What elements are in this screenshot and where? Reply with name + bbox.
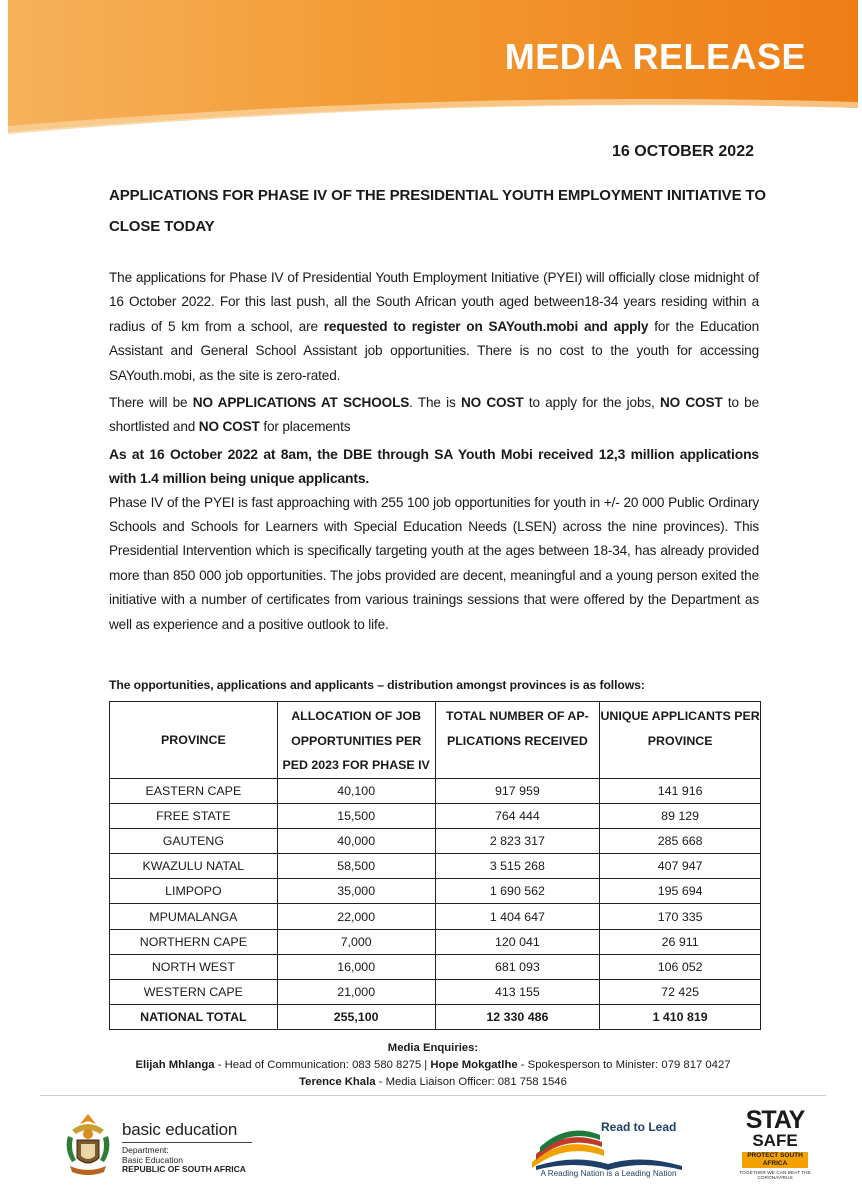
department-republic: REPUBLIC OF SOUTH AFRICA <box>122 1164 246 1174</box>
cell-allocation: 7,000 <box>277 929 435 954</box>
cell-applications: 1 404 647 <box>435 904 600 929</box>
paragraph-1: The applications for Phase IV of Presidential Youth Employment Initiative (PYEI) will officially close midnight of 16 October 2022. For this last push, all the South African youth aged between18-34 years residing within a radius of 5 km from a school, are requested to register on SAYouth.mobi and apply for the Education Assistant and General School Assistant job opportunities. There is no cost to the youth for accessing SAYouth.mobi, as the site is zero-rated. <box>109 270 760 383</box>
cell-unique: 407 947 <box>600 854 761 879</box>
read-to-lead-logo <box>526 1114 691 1186</box>
cell-unique: 170 335 <box>600 904 761 929</box>
cell-allocation: 40,000 <box>277 828 435 853</box>
header-allocation: ALLOCATION OF JOB OPPORTUNITIES PER PED 2023 FOR PHASE IV <box>277 702 435 779</box>
cell-allocation: 21,000 <box>277 980 435 1005</box>
total-cell-allocation: 255,100 <box>277 1005 435 1030</box>
header-unique: UNIQUE APPLICANTS PER PROVINCE <box>600 702 761 779</box>
cell-province: GAUTENG <box>110 828 278 853</box>
cell-province: MPUMALANGA <box>110 904 278 929</box>
cell-allocation: 35,000 <box>277 879 435 904</box>
cell-province: WESTERN CAPE <box>110 980 278 1005</box>
total-cell-applications: 12 330 486 <box>435 1005 600 1030</box>
table-row <box>110 879 761 904</box>
cell-allocation: 15,500 <box>277 803 435 828</box>
footer-divider <box>40 1095 826 1096</box>
cell-unique: 195 694 <box>600 879 761 904</box>
cell-province: LIMPOPO <box>110 879 278 904</box>
department-label: Department: <box>122 1145 169 1155</box>
cell-unique: 141 916 <box>600 778 761 803</box>
table-row <box>110 854 761 879</box>
table-row <box>110 778 761 803</box>
cell-applications: 681 093 <box>435 954 600 979</box>
cell-allocation: 58,500 <box>277 854 435 879</box>
enquiries-line-1: Elijah Mhlanga - Head of Communication: 083 580 8275 | Hope Mokgatlhe - Spokesperson to Minister: 079 817 0427 <box>135 1059 731 1071</box>
header-applications: TOTAL NUMBER OF AP-PLICATIONS RECEIVED <box>435 702 600 779</box>
table-row <box>110 954 761 979</box>
footer <box>8 1100 858 1200</box>
total-cell-unique: 1 410 819 <box>600 1005 761 1030</box>
headline-line-2: CLOSE TODAY <box>109 218 215 235</box>
department-basic-education: Basic Education <box>122 1154 183 1165</box>
cell-unique: 26 911 <box>600 929 761 954</box>
cell-province: KWAZULU NATAL <box>110 854 278 879</box>
cell-allocation: 40,100 <box>277 778 435 803</box>
cell-province: NORTHERN CAPE <box>110 929 278 954</box>
cell-allocation: 22,000 <box>277 904 435 929</box>
stay-safe-tagline: TOGETHER WE CAN BEAT THE CORONAVIRUS <box>739 1171 811 1181</box>
headline <box>109 180 769 242</box>
paragraph-3: As at 16 October 2022 at 8am, the DBE through SA Youth Mobi received 12,3 million applications with 1.4 million being unique applicants. <box>109 445 759 487</box>
body-text <box>109 266 759 637</box>
cell-applications: 1 690 562 <box>435 879 600 904</box>
stay-word: STAY <box>745 1106 805 1134</box>
cell-unique: 89 129 <box>600 803 761 828</box>
cell-province: FREE STATE <box>110 803 278 828</box>
release-date: 16 OCTOBER 2022 <box>612 143 754 160</box>
table-row <box>110 803 761 828</box>
province-distribution-table <box>109 701 761 1030</box>
cell-province: NORTH WEST <box>110 954 278 979</box>
enquiries-line-2: Terence Khala - Media Liaison Officer: 081 758 1546 <box>299 1076 567 1088</box>
media-release-page <box>8 0 858 1200</box>
table-total-row <box>110 1005 761 1030</box>
headline-line-1: APPLICATIONS FOR PHASE IV OF THE PRESIDENTIAL YOUTH EMPLOYMENT INITIATIVE TO <box>109 187 766 204</box>
table-intro: The opportunities, applications and applicants – distribution amongst provinces is as follows: <box>109 678 645 692</box>
paragraph-2: There will be NO APPLICATIONS AT SCHOOLS. The is NO COST to apply for the jobs, NO COST to be shortlisted and NO COST for placements <box>109 395 759 435</box>
paragraph-4: Phase IV of the PYEI is fast approaching with 255 100 job opportunities for youth in +/- 20 000 Public Ordinary Schools and Schools for Learners with Special Education Needs (LSEN) across the nine provinces). This Presidential Intervention which is specifically targeting youth at the ages between 18-34, has already provided more than 850 000 job opportunities. The jobs provided are decent, meaningful and a young person exited the initiative with a number of certificates from various trainings sessions that were offered by the Department as well as experience and a positive outlook to life. <box>109 494 759 632</box>
enquiries-title: Media Enquiries: <box>387 1042 479 1054</box>
total-cell-province: NATIONAL TOTAL <box>110 1005 278 1030</box>
department-name: basic education <box>122 1120 238 1139</box>
cell-allocation: 16,000 <box>277 954 435 979</box>
cell-unique: 106 052 <box>600 954 761 979</box>
read-to-lead-title: Read to Lead <box>601 1120 677 1134</box>
cell-applications: 120 041 <box>435 929 600 954</box>
cell-unique: 72 425 <box>600 980 761 1005</box>
header-province: PROVINCE <box>110 702 278 779</box>
table-row <box>110 828 761 853</box>
cell-applications: 764 444 <box>435 803 600 828</box>
cell-applications: 413 155 <box>435 980 600 1005</box>
stay-safe-logo <box>730 1108 820 1188</box>
cell-province: EASTERN CAPE <box>110 778 278 803</box>
cell-applications: 3 515 268 <box>435 854 600 879</box>
cell-applications: 2 823 317 <box>435 828 600 853</box>
table-row <box>110 980 761 1005</box>
cell-unique: 285 668 <box>600 828 761 853</box>
release-title: MEDIA RELEASE <box>504 36 806 77</box>
coat-of-arms-icon <box>60 1110 116 1178</box>
table-header-row <box>110 702 761 779</box>
table-row <box>110 929 761 954</box>
safe-word: SAFE <box>752 1131 798 1150</box>
table-row <box>110 904 761 929</box>
protect-south-africa-bar: PROTECT SOUTH AFRICA <box>742 1152 808 1168</box>
department-logo-text <box>122 1120 252 1175</box>
read-to-lead-tagline: A Reading Nation is a Leading Nation <box>540 1169 677 1178</box>
cell-applications: 917 959 <box>435 778 600 803</box>
